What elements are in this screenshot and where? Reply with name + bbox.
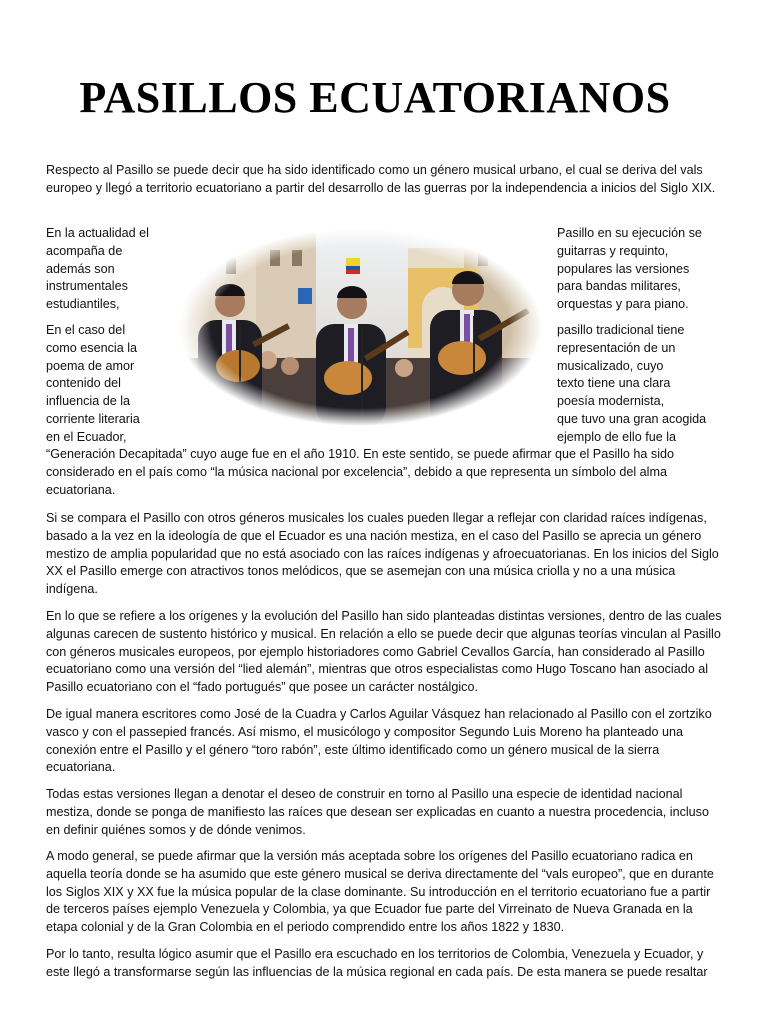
text-line: orquestas y para piano. [557, 297, 689, 312]
text-line: texto tiene una clara [557, 376, 671, 391]
paragraph: De igual manera escritores como José de la Cuadra y Carlos Aguilar Vásquez han relacionado al Pasillo con el zortziko vasco y con el passepied francés. Así mismo, el musicólogo y compositor Segundo Luis Moreno ha planteado una conexión entre el Pasillo y el género “toro rabón”, este último identificado como un género musical de la sierra ecuatoriana. [46, 707, 712, 775]
text-line: En la actualidad el [46, 226, 149, 240]
text-line: representación de un [557, 340, 676, 355]
text-line: para bandas militares, [557, 279, 681, 294]
text-line: poema de amor [46, 358, 135, 373]
text-line: pasillo tradicional tiene [557, 323, 685, 337]
text-line: populares las versiones [557, 261, 690, 276]
intro-paragraph: Respecto al Pasillo se puede decir que ha sido identificado como un género musical urbano, el cual se deriva del vals europeo y llegó a territorio ecuatoriano a partir del desarrollo de las guerras por la independencia a inicios del Siglo XIX. [46, 163, 716, 195]
text-line: Pasillo en su ejecución se [557, 226, 702, 240]
wrap1-right-column [557, 225, 727, 314]
text-line: en el Ecuador, [46, 429, 127, 444]
paragraph: A modo general, se puede afirmar que la versión más aceptada sobre los orígenes del Pasillo ecuatoriano radica en aquella teoría donde se ha asumido que este género musical se deriva directamente del “vals europeo”, que en durante los Siglos XIX y XX fue la música popular de la clase dominante. Su introducción en el territorio ecuatoriano fue a partir de terceros países ejemplo Venezuela y Colombia, ya que Ecuador fue parte del Virreinato de Nueva Granada en la etapa colonial y de la Gran Colombia en el periodo comprendido entre los años 1822 y 1830. [46, 849, 714, 935]
text-line: contenido del [46, 376, 121, 391]
text-line: estudiantiles, [46, 297, 120, 312]
paragraph: Por lo tanto, resulta lógico asumir que el Pasillo era escuchado en los territorios de Colombia, Venezuela y Ecuador, y este llegó a transformarse según las influencias de la música regional en cada país. De esta manera se puede resaltar [46, 947, 708, 979]
text-line: corriente literaria [46, 411, 140, 426]
text-line: además son [46, 261, 115, 276]
wrap1-left-column [46, 225, 186, 314]
text-line: acompaña de [46, 243, 123, 258]
text-line: musicalizado, cuyo [557, 358, 664, 373]
wrap2-left-column [46, 322, 186, 447]
text-line: ejemplo de ello fue la [557, 429, 677, 444]
paragraph: Si se compara el Pasillo con otros géneros musicales los cuales pueden llegar a reflejar con claridad raíces indígenas, basado a la vez en la ideología de que el Ecuador es una nación mestiza, en el caso del Pasillo se aprecia un género mestizo de amplia popularidad que no está asociado con las raíces indígenas y afroecuatorianas. En los inicios del Siglo XX el Pasillo emerge con atractivos tonos melódicos, que se asemejan con una música criolla y no a una música indígena. [46, 511, 719, 597]
wrap2-right-column [557, 322, 727, 447]
page-title: PASILLOS ECUATORIANOS [79, 73, 671, 122]
text-line: En el caso del [46, 323, 126, 337]
text-line: como esencia la [46, 340, 138, 355]
paragraph: En lo que se refiere a los orígenes y la evolución del Pasillo han sido planteadas distintas versiones, dentro de las cuales algunas carecen de sustento histórico y musical. En relación a ello se puede decir que algunas teorías vinculan al Pasillo con géneros musicales europeos, por ejemplo historiadores como Gabriel Cevallos García, han considerado al Pasillo ecuatoriano como una versión del “lied alemán”, mientras que otros especialistas como Hugo Toscano han asociado al Pasillo ecuatoriano con el “fado portugués” que posee un carácter nostálgico. [46, 609, 722, 695]
text-line: instrumentales [46, 279, 128, 294]
text-line: que tuvo una gran acogida [557, 411, 707, 426]
paragraph: Todas estas versiones llegan a denotar el deseo de construir en torno al Pasillo una especie de identidad nacional mestiza, donde se ponga de manifiesto las raíces que desean ser explicadas en cuanto a nuestra procedencia, incluso en definir quiénes somos y de dónde venimos. [46, 787, 709, 837]
text-line: guitarras y requinto, [557, 243, 669, 258]
wrap2-continuation: “Generación Decapitada” cuyo auge fue en el año 1910. En este sentido, se puede afirmar que el Pasillo ha sido considerado en el país como “la música nacional por excelencia”, debido a que representa un símbolo del alma ecuatoriana. [46, 447, 674, 497]
musicians-photo [178, 228, 542, 426]
text-line: poesía modernista, [557, 394, 665, 409]
text-line: influencia de la [46, 394, 131, 409]
